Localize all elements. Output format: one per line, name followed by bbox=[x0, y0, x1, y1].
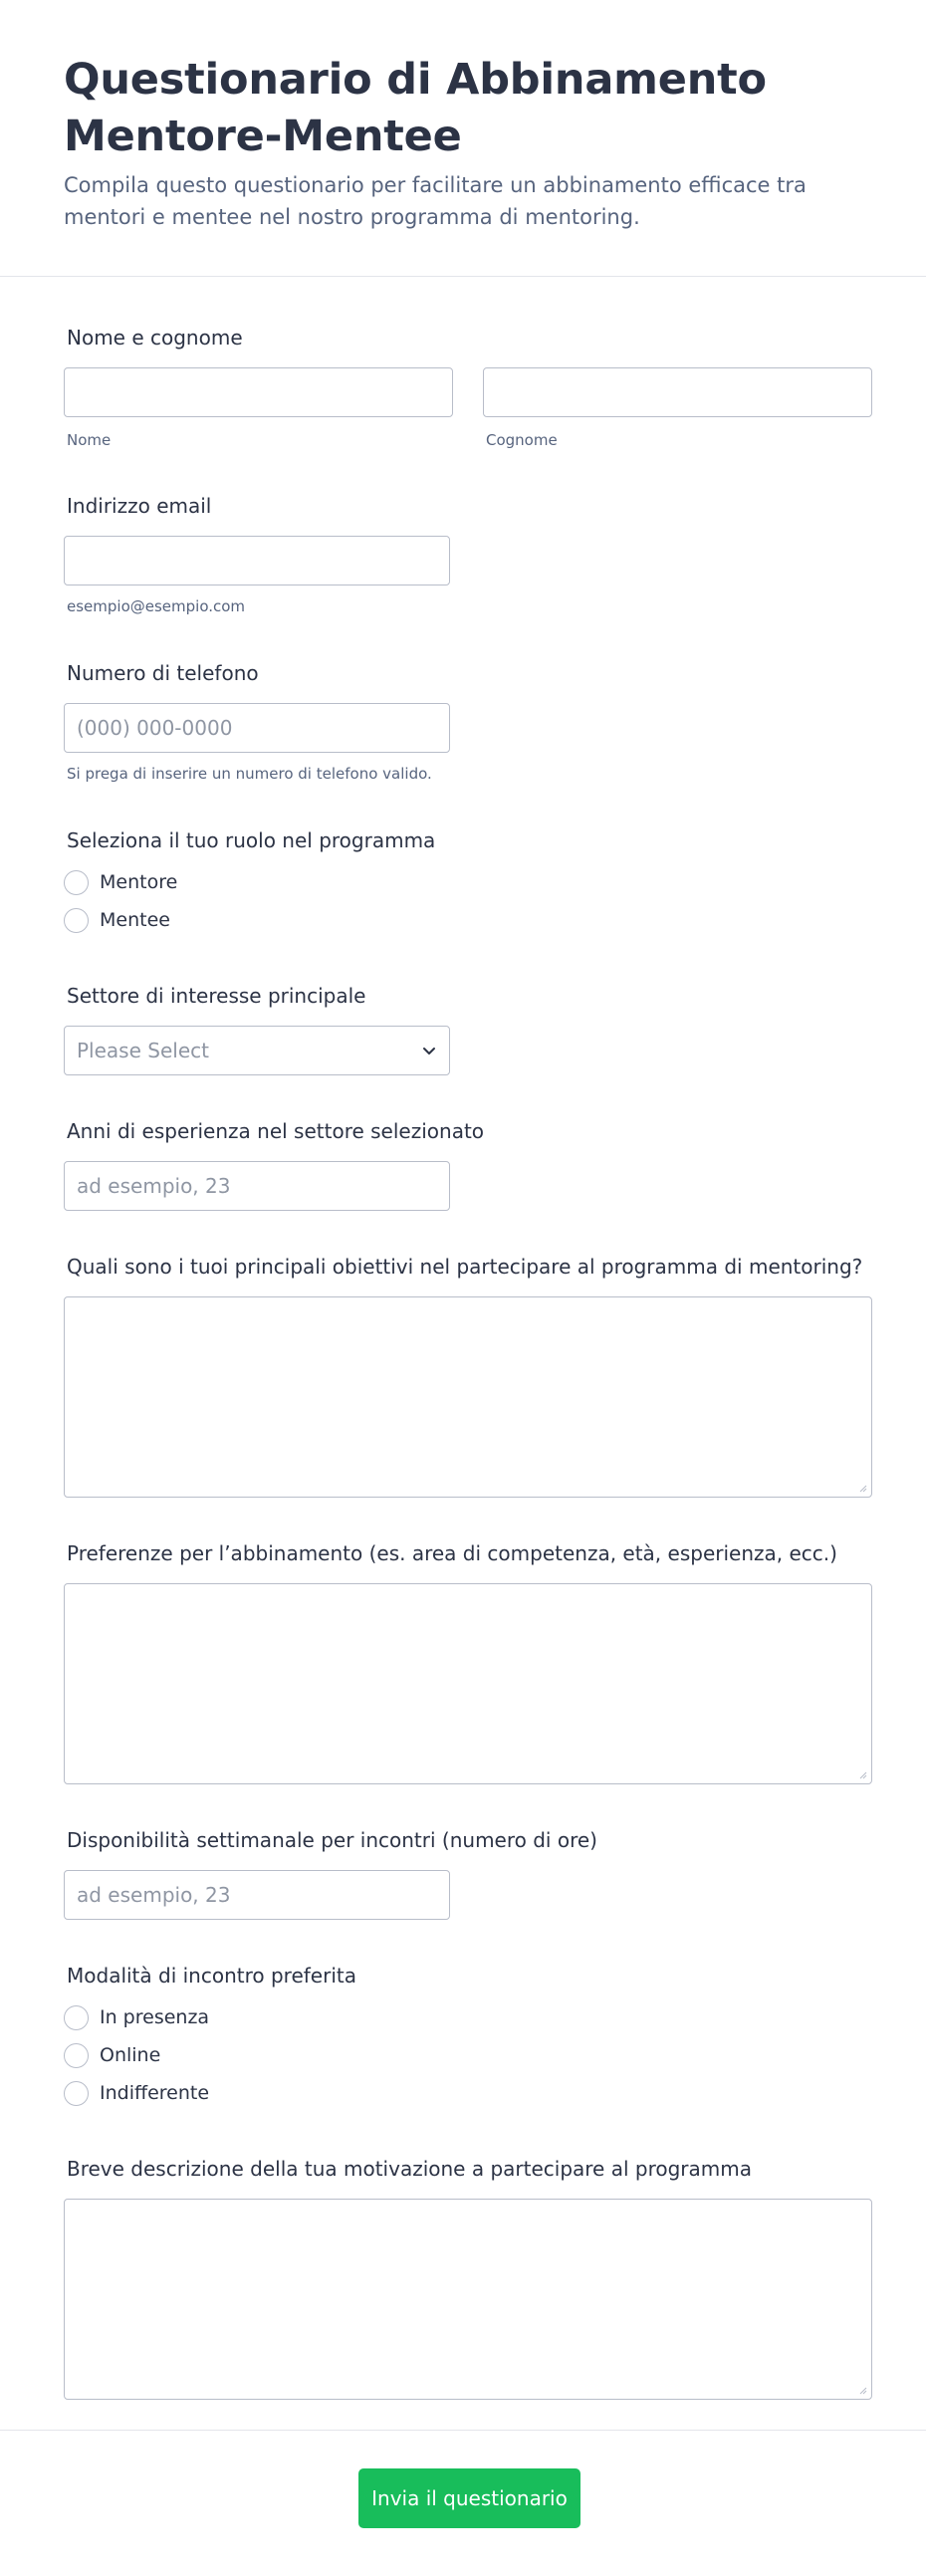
email-sublabel: esempio@esempio.com bbox=[67, 597, 246, 615]
experience-label: Anni di esperienza nel settore selezionato bbox=[67, 1119, 485, 1143]
phone-input[interactable]: (000) 000-0000 bbox=[64, 703, 450, 753]
phone-sublabel: Si prega di inserire un numero di telefono valido. bbox=[67, 765, 432, 783]
experience-field bbox=[64, 1117, 872, 1217]
form-footer bbox=[0, 2430, 926, 2576]
sector-select-value: Please Select bbox=[77, 1039, 209, 1062]
motivation-textarea[interactable] bbox=[64, 2199, 872, 2400]
meeting-option-label: Online bbox=[100, 2044, 161, 2066]
experience-input[interactable]: ad esempio, 23 bbox=[64, 1161, 450, 1211]
role-field bbox=[64, 826, 872, 936]
meeting-mode-field bbox=[64, 1962, 872, 2111]
chevron-down-icon bbox=[421, 1043, 437, 1058]
sector-field bbox=[64, 982, 872, 1081]
form-description: Compila questo questionario per facilitare un abbinamento efficace tra mentori e mentee nel nostro programma di mentoring. bbox=[64, 173, 807, 229]
full-name-field bbox=[64, 324, 872, 453]
full-name-label: Nome e cognome bbox=[67, 326, 243, 350]
form-header bbox=[0, 0, 926, 277]
motivation-field bbox=[64, 2155, 872, 2404]
email-field bbox=[64, 492, 872, 621]
resize-handle-icon[interactable] bbox=[857, 1483, 867, 1493]
availability-input[interactable]: ad esempio, 23 bbox=[64, 1870, 450, 1920]
preferences-field bbox=[64, 1539, 872, 1788]
radio-button[interactable] bbox=[64, 908, 89, 933]
radio-button[interactable] bbox=[64, 870, 89, 895]
submit-button[interactable]: Invia il questionario bbox=[358, 2468, 580, 2528]
sector-label: Settore di interesse principale bbox=[67, 984, 366, 1008]
role-label: Seleziona il tuo ruolo nel programma bbox=[67, 828, 436, 852]
email-label: Indirizzo email bbox=[67, 494, 212, 518]
email-input[interactable] bbox=[64, 536, 450, 585]
role-option-label: Mentee bbox=[100, 909, 170, 931]
phone-label: Numero di telefono bbox=[67, 661, 259, 685]
motivation-label: Breve descrizione della tua motivazione a partecipare al programma bbox=[67, 2157, 752, 2181]
role-option-mentee[interactable] bbox=[64, 906, 170, 934]
first-name-input[interactable] bbox=[64, 367, 453, 417]
resize-handle-icon[interactable] bbox=[857, 2385, 867, 2395]
goals-label: Quali sono i tuoi principali obiettivi nel partecipare al programma di mentoring? bbox=[67, 1255, 863, 1279]
resize-handle-icon[interactable] bbox=[857, 1769, 867, 1779]
role-option-label: Mentore bbox=[100, 871, 178, 893]
meeting-option-in-presenza[interactable] bbox=[64, 2003, 209, 2031]
meeting-mode-label: Modalità di incontro preferita bbox=[67, 1964, 356, 1988]
meeting-option-online[interactable] bbox=[64, 2041, 160, 2069]
radio-button[interactable] bbox=[64, 2043, 89, 2068]
radio-button[interactable] bbox=[64, 2005, 89, 2030]
radio-button[interactable] bbox=[64, 2081, 89, 2106]
meeting-option-label: Indifferente bbox=[100, 2082, 210, 2104]
goals-field bbox=[64, 1253, 872, 1502]
goals-textarea[interactable] bbox=[64, 1296, 872, 1498]
preferences-label: Preferenze per l’abbinamento (es. area di competenza, età, esperienza, ecc.) bbox=[67, 1541, 837, 1565]
preferences-textarea[interactable] bbox=[64, 1583, 872, 1784]
availability-field bbox=[64, 1826, 872, 1926]
meeting-option-indifferente[interactable] bbox=[64, 2079, 209, 2107]
role-option-mentore[interactable] bbox=[64, 868, 177, 896]
phone-field bbox=[64, 659, 872, 789]
first-name-sublabel: Nome bbox=[67, 431, 112, 449]
form-title: Questionario di Abbinamento Mentore-Mentee bbox=[64, 55, 767, 161]
sector-select[interactable] bbox=[64, 1026, 450, 1075]
last-name-sublabel: Cognome bbox=[486, 431, 558, 449]
availability-label: Disponibilità settimanale per incontri (numero di ore) bbox=[67, 1828, 597, 1852]
meeting-option-label: In presenza bbox=[100, 2006, 210, 2028]
last-name-input[interactable] bbox=[483, 367, 872, 417]
